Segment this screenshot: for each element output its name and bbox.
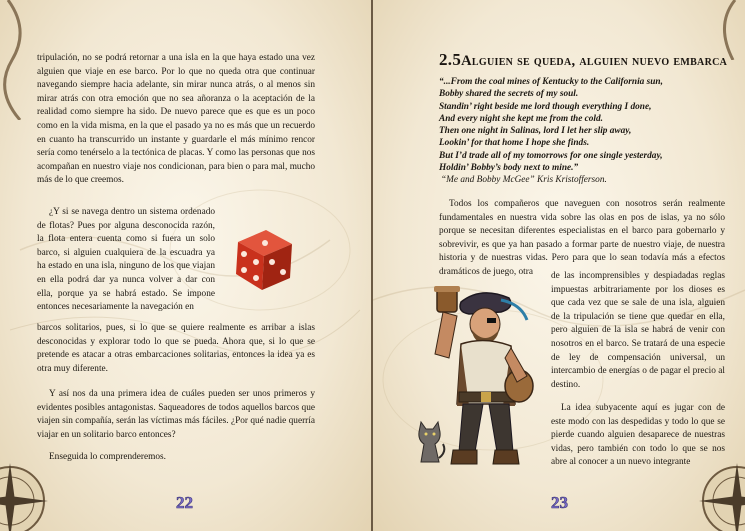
- quote-citation: “Me and Bobby McGee” Kris Kristofferson.: [441, 175, 607, 186]
- left-page: [0, 0, 372, 531]
- section-number: 2.5: [439, 50, 462, 69]
- quote-line: Standin’ right beside me lord though everything I done,: [439, 101, 652, 112]
- right-paragraph-1: Todos los compañeros que naveguen con nosotros serán realmente fundamentales en nuestra vida sobre las olas en pos de islas, ya no sólo porque se necesitan diferentes especialistas en el barco para gobernarlo y sobrevivir, es que ya han pasado a formar parte de nuestro viaje, de nuestra historia y de nuestras vidas. Pero para que lo sean todavía más a efectos dramáticos de juego, otra: [439, 199, 725, 277]
- red-die-icon: [228, 224, 298, 294]
- left-paragraph-2: ¿Y si se navega dentro un sistema ordenado de flotas? Pues por alguna desconocida razón, la flota entera cuenta como si fuera un solo barco, si alguien cualquiera de la escuadra ya ha estado en una isla, ninguno de los que viajan en ella podrá dar ya nunca volver a dar con ella, porque ya se habrá estado. Se impone entonces necesariamente la navegación en: [37, 207, 215, 313]
- section-title: Alguien se queda, alguien nuevo embarca: [461, 53, 728, 69]
- quote-line: Holdin’ Bobby’s body next to mine.”: [439, 163, 579, 174]
- page-number-right: 23: [551, 493, 568, 512]
- quote-line: “...From the coal mines of Kentucky to the California sun,: [439, 77, 663, 87]
- quote-line: And every night she kept me from the cold.: [439, 113, 603, 124]
- section-heading: [439, 50, 727, 70]
- quote-line: But I’d trade all of my tomorrows for one single yesterday,: [439, 150, 663, 161]
- right-page: [373, 0, 745, 531]
- quote-line: Bobby shared the secrets of my soul.: [439, 89, 579, 100]
- left-paragraph-2-continued: barcos solitarios, pues, si lo que se quiere realmente es arribar a islas desconocidas y explorar todo lo que se pueda. Ahora que, si lo que se pretende es atacar a otras embarcaciones solitarias, entonces la idea ya es otra muy diferente.: [37, 323, 315, 374]
- song-quote: [439, 76, 729, 187]
- left-paragraph-1: tripulación, no se podrá retornar a una isla en la que haya estado una vez alguien que viaje en ese barco. Por lo que no queda otra que continuar navegando siempre hacia adelante, sin mirar nunca atrás, o al menos sin mirar atrás con otra emoción que no sea añoranza o la aceptación de la realidad como siempre ha sido. De nuevo parece que es que es un poco como en la vida misma, en la que el pasado ya no es más que un recuerdo en cuanto ha transcurrido un instante y guardarle el más mínimo rencor sería como tenérselo a la tectónica de placas. Y como las personas que nos acompañan en nuestro viaje nos condicionan, para bien o para mal, mucho más de lo que creemos.: [37, 53, 315, 186]
- quote-line: Lookin’ for that home I hope she finds.: [439, 138, 590, 149]
- page-number-left: 22: [176, 493, 193, 512]
- right-paragraph-2: La idea subyacente aquí es jugar con de este modo con las despedidas y todo lo que se pierde cuando alguien desaparece de nuestras vidas, pero también con todo lo que se nos abre al conocer a un nuevo integrante: [551, 403, 725, 468]
- right-paragraph-1-continued: de las incomprensibles y despiadadas reglas impuestas arbitrariamente por los dioses es que cada vez que se sale de una isla, alguien de la tripulación se tiene que quedar en ella, pero alguien de la isla se habrá de venir con nosotros en el barco. Se tratará de una especie de ley de compensación universal, un intercambio de energías o de pagar el precio al destino.: [551, 271, 725, 390]
- pirate-with-tankard-illustration: [417, 282, 537, 472]
- cat-illustration: [413, 418, 447, 466]
- quote-line: Then one night in Salinas, lord I let her slip away,: [439, 126, 632, 137]
- left-paragraph-4: Enseguida lo comprenderemos.: [49, 452, 166, 462]
- left-paragraph-3: Y así nos da una primera idea de cuáles pueden ser unos primeros y evidentes posibles antagonistas. Saqueadores de todos aquellos barcos que viajen sin compañía, serán las víctimas más fáciles. ¿Por qué nadie querría viajar en un solitario barco entonces?: [37, 389, 315, 440]
